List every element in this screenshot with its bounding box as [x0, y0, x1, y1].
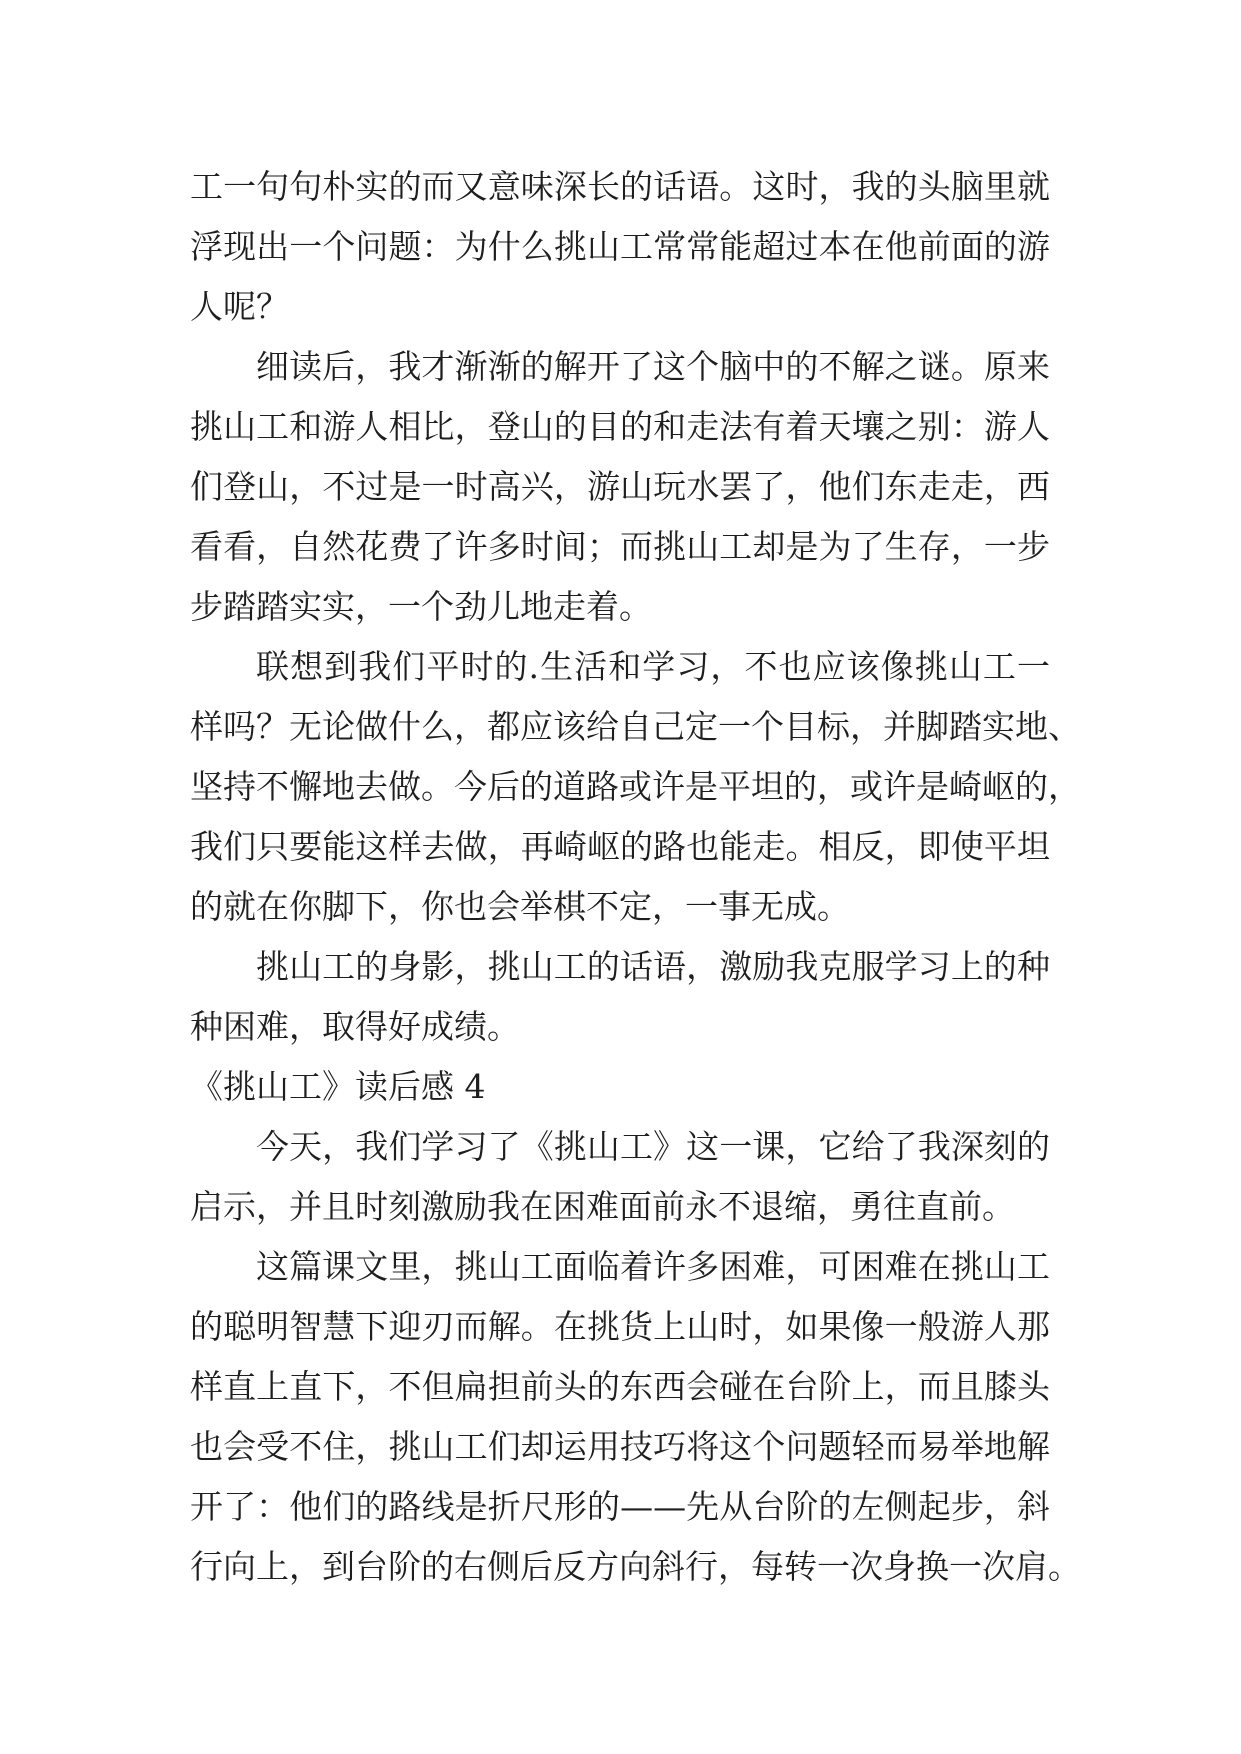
paragraph-line: 的聪明智慧下迎刃而解。在挑货上山时，如果像一般游人那	[190, 1307, 1050, 1346]
paragraph-line: 浮现出一个问题：为什么挑山工常常能超过本在他前面的游	[190, 227, 1050, 266]
section-heading: 《挑山工》读后感 4	[190, 1067, 486, 1106]
paragraph-line: 看看，自然花费了许多时间；而挑山工却是为了生存，一步	[190, 527, 1050, 566]
paragraph-line: 样直上直下，不但扁担前头的东西会碰在台阶上，而且膝头	[190, 1367, 1050, 1406]
paragraph-line: 工一句句朴实的而又意味深长的话语。这时，我的头脑里就	[190, 167, 1050, 206]
paragraph-line: 开了：他们的路线是折尺形的——先从台阶的左侧起步，斜	[190, 1487, 1050, 1526]
paragraph-line: 也会受不住，挑山工们却运用技巧将这个问题轻而易举地解	[190, 1427, 1050, 1466]
paragraph-line: 行向上，到台阶的右侧后反方向斜行，每转一次身换一次肩。	[190, 1547, 1081, 1586]
paragraph-line: 今天，我们学习了《挑山工》这一课，它给了我深刻的	[256, 1127, 1050, 1166]
paragraph-line: 人呢？	[190, 287, 289, 326]
paragraph-line: 们登山，不过是一时高兴，游山玩水罢了，他们东走走，西	[190, 467, 1050, 506]
paragraph-line: 样吗？无论做什么，都应该给自己定一个目标，并脚踏实地、	[190, 707, 1081, 746]
paragraph-line: 的就在你脚下，你也会举棋不定，一事无成。	[190, 887, 850, 926]
paragraph-line: 这篇课文里，挑山工面临着许多困难，可困难在挑山工	[256, 1247, 1050, 1286]
paragraph-line: 种困难，取得好成绩。	[190, 1007, 520, 1046]
paragraph-line: 坚持不懈地去做。今后的道路或许是平坦的，或许是崎岖的，	[190, 767, 1081, 806]
paragraph-line: 启示，并且时刻激励我在困难面前永不退缩，勇往直前。	[190, 1187, 1015, 1226]
paragraph-line: 我们只要能这样去做，再崎岖的路也能走。相反，即使平坦	[190, 827, 1050, 866]
paragraph-line: 细读后，我才渐渐的解开了这个脑中的不解之谜。原来	[256, 347, 1050, 386]
paragraph-line: 挑山工和游人相比，登山的目的和走法有着天壤之别：游人	[190, 407, 1050, 446]
paragraph-line: 挑山工的身影，挑山工的话语，激励我克服学习上的种	[256, 947, 1050, 986]
paragraph-line: 步踏踏实实，一个劲儿地走着。	[190, 587, 652, 626]
paragraph-line: 联想到我们平时的.生活和学习，不也应该像挑山工一	[256, 647, 1050, 686]
